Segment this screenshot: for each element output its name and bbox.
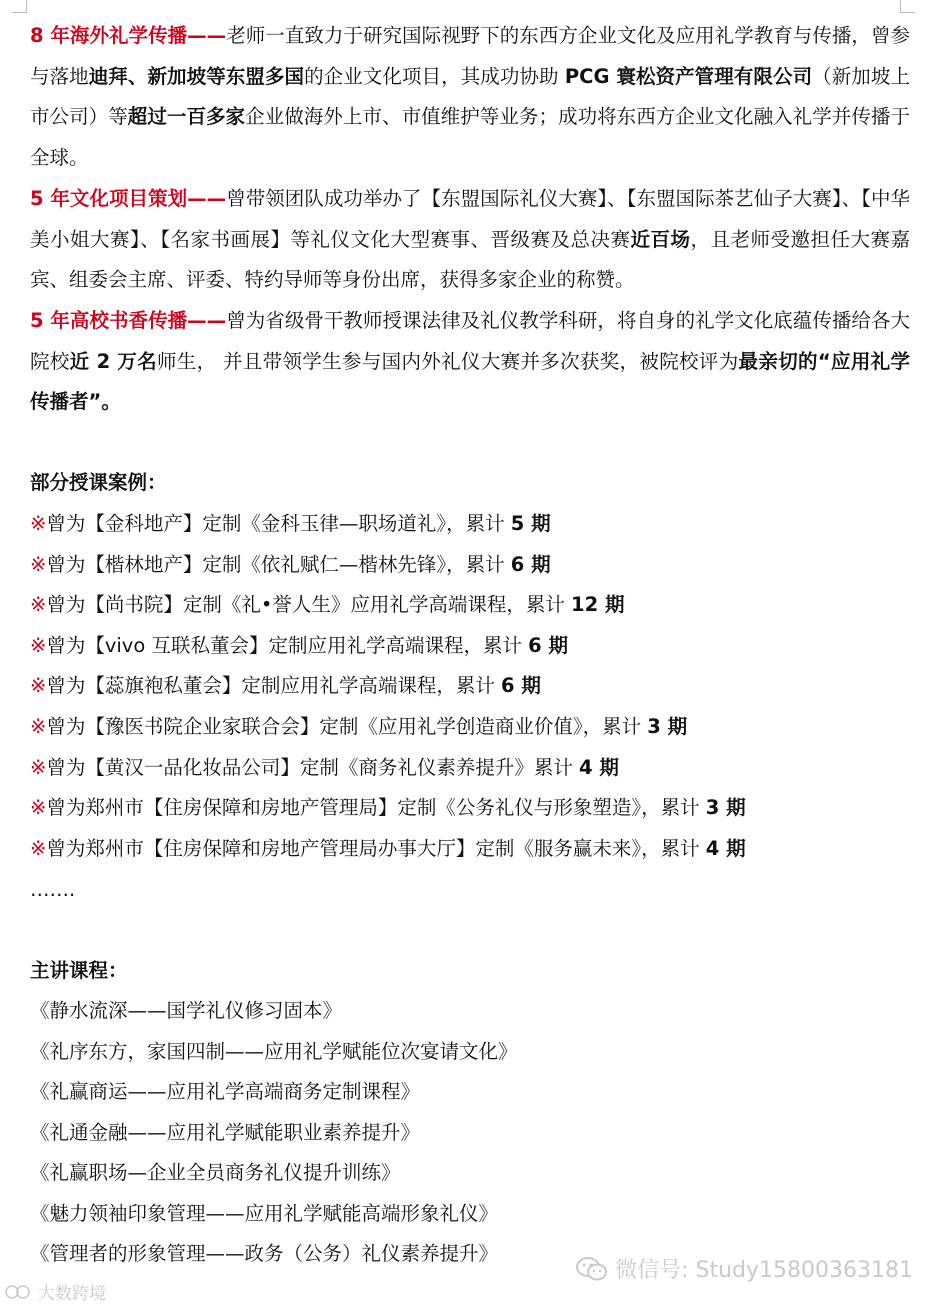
course-item: 《礼赢职场—企业全员商务礼仪提升训练》	[30, 1161, 401, 1184]
case-item	[30, 550, 551, 580]
paragraph-1-segment: 迪拜、新加坡等东盟多国	[88, 64, 305, 88]
cases-heading: 部分授课案例：	[30, 471, 167, 494]
courses-heading: 主讲课程：	[30, 959, 128, 982]
course-item: 《管理者的形象管理——政务（公务）礼仪素养提升》	[30, 1242, 499, 1265]
paragraph-2-segment: 5 年文化项目策划——	[30, 187, 227, 210]
intro-paragraph-1	[30, 16, 910, 178]
intro-paragraph-2	[30, 179, 910, 301]
paragraph-3-segment: 曾为省级骨干教师授课法律及礼仪教学科研，将自身的礼学文化底蕴传播给各大院校	[30, 309, 910, 373]
case-item-text: 曾为【尚书院】定制《礼•誉人生》应用礼学高端课程，累计	[46, 593, 572, 617]
course-item: 《礼赢商运——应用礼学高端商务定制课程》	[30, 1080, 421, 1103]
case-item-text: 曾为【楷林地产】定制《依礼赋仁—楷林先锋》，累计	[46, 552, 511, 576]
case-item-text: 曾为【蕊旗袍私董会】定制应用礼学高端课程，累计	[46, 674, 502, 698]
wechat-icon	[575, 1256, 609, 1282]
paragraph-2-segment: ，且老师受邀担任大赛嘉宾、组委会主席、评委、特约导师等身份出席，获得多家企业的称赞。	[30, 227, 910, 291]
paragraph-3-segment: 师生， 并且带领学生参与国内外礼仪大赛并多次获奖，被院校评为	[156, 349, 739, 373]
case-item-count: 6 期	[501, 674, 541, 698]
page-corner-mark-left	[12, 0, 27, 13]
case-item-text: 曾为【金科地产】定制《金科玉律—职场道礼》，累计	[46, 512, 511, 535]
case-item	[30, 834, 746, 864]
course-item: 《静水流深——国学礼仪修习固本》	[30, 999, 343, 1022]
case-item-count: 6 期	[510, 552, 551, 576]
case-item	[30, 712, 687, 742]
paragraph-1-segment: （新加坡上市公司）等	[30, 64, 910, 128]
case-item	[30, 590, 624, 620]
wechat-id-text: 微信号: Study15800363181	[615, 1258, 913, 1283]
course-item: 《礼通金融——应用礼学赋能职业素养提升》	[30, 1120, 421, 1144]
case-item-count: 3 期	[705, 796, 746, 820]
paragraph-3-segment: 最亲切的“应用礼学传播者”。	[30, 349, 910, 413]
reference-mark-icon: ※	[30, 633, 47, 657]
case-item-text: 曾为【vivo 互联私董会】定制应用礼学高端课程，累计	[46, 633, 529, 657]
case-item-count: 6 期	[528, 633, 569, 657]
reference-mark-icon: ※	[30, 836, 47, 860]
reference-mark-icon: ※	[30, 593, 47, 617]
reference-mark-icon: ※	[30, 755, 47, 779]
case-item-count: 12 期	[571, 593, 625, 617]
paragraph-3-segment: 近 2 万名	[69, 349, 157, 373]
case-item-count: 4 期	[579, 755, 619, 779]
case-item-count: 4 期	[705, 836, 746, 860]
case-item	[30, 793, 746, 823]
case-item-text: 曾为郑州市【住房保障和房地产管理局】定制《公务礼仪与形象塑造》，累计	[46, 796, 706, 820]
case-item-count: 5 期	[510, 512, 551, 535]
course-item: 《魅力领袖印象管理——应用礼学赋能高端形象礼仪》	[30, 1201, 499, 1225]
brand-logo-icon	[4, 1283, 34, 1301]
reference-mark-icon: ※	[30, 512, 47, 535]
case-item-text: 曾为郑州市【住房保障和房地产管理局办事大厅】定制《服务赢未来》，累计	[46, 836, 706, 860]
paragraph-1-segment: 企业做海外上市、市值维护等业务；成功将东西方企业文化融入礼学并传播于全球。	[30, 105, 910, 169]
course-item: 《礼序东方，家国四制——应用礼学赋能位次宴请文化》	[30, 1039, 518, 1063]
paragraph-1-segment: PCG 寰松资产管理有限公司	[564, 64, 813, 88]
intro-paragraph-3	[30, 301, 910, 423]
wechat-watermark	[575, 1253, 913, 1284]
case-item-count: 3 期	[647, 715, 688, 738]
paragraph-1-segment: 超过一百多家	[127, 105, 246, 128]
reference-mark-icon: ※	[30, 715, 47, 738]
reference-mark-icon: ※	[30, 796, 47, 820]
brand-watermark	[4, 1279, 106, 1304]
case-item-text: 曾为【豫医书院企业家联合会】定制《应用礼学创造商业价值》，累计	[46, 715, 648, 738]
paragraph-2-segment: 近百场	[630, 227, 691, 251]
cases-ellipsis: …….	[30, 878, 76, 901]
reference-mark-icon: ※	[30, 674, 47, 698]
paragraph-1-segment: 8 年海外礼学传播——	[30, 24, 227, 47]
case-item-text: 曾为【黄汉一品化妆品公司】定制《商务礼仪素养提升》累计	[46, 755, 580, 779]
paragraph-3-segment: 5 年高校书香传播——	[30, 309, 227, 332]
paragraph-1-segment: 老师一直致力于研究国际视野下的东西方企业文化及应用礼学教育与传播，曾参与落地	[30, 24, 910, 88]
brand-logo-text: 大数跨境	[38, 1284, 106, 1304]
paragraph-2-segment: 曾带领团队成功举办了【东盟国际礼仪大赛】、【东盟国际茶艺仙子大赛】、【中华美小姐大赛】、【名家书画展】等礼仪文化大型赛事、晋级赛及总决赛	[30, 187, 910, 251]
paragraph-1-segment: 的企业文化项目，其成功协助	[304, 64, 565, 88]
case-item	[30, 509, 551, 539]
case-item	[30, 631, 568, 661]
page-corner-mark-right	[900, 0, 915, 13]
reference-mark-icon: ※	[30, 552, 47, 576]
case-item	[30, 671, 541, 701]
case-item	[30, 753, 619, 783]
